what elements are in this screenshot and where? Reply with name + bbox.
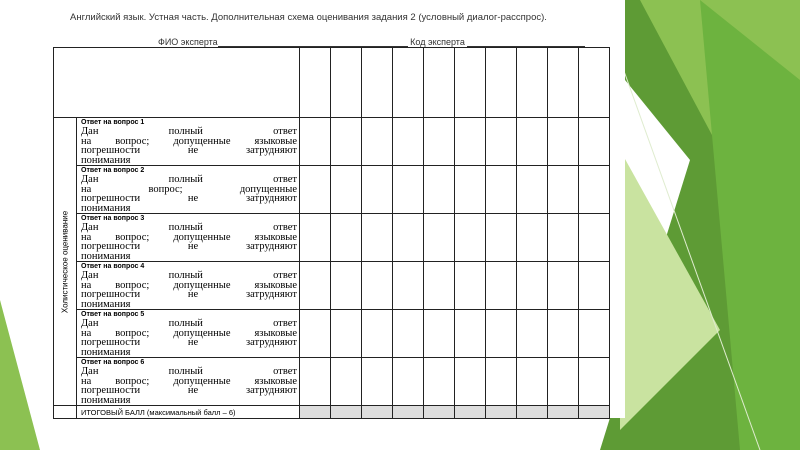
criterion-text: понимания xyxy=(81,202,131,214)
criterion-text: погрешности не затрудняют xyxy=(81,385,297,396)
score-cell[interactable] xyxy=(300,48,331,118)
score-cell[interactable] xyxy=(486,406,517,419)
criterion-cell xyxy=(77,166,300,214)
criterion-text: понимания xyxy=(81,154,131,166)
criterion-text: погрешности не затрудняют xyxy=(81,241,297,252)
score-cell[interactable] xyxy=(393,310,424,358)
score-cell[interactable] xyxy=(300,262,331,310)
question-label: Ответ на вопрос 6 xyxy=(81,359,145,366)
score-cell[interactable] xyxy=(579,214,610,262)
score-cell[interactable] xyxy=(424,406,455,419)
score-cell[interactable] xyxy=(424,310,455,358)
header-cell xyxy=(54,48,300,118)
score-cell[interactable] xyxy=(548,48,579,118)
score-cell[interactable] xyxy=(548,262,579,310)
question-label: Ответ на вопрос 3 xyxy=(81,215,145,222)
score-cell[interactable] xyxy=(486,118,517,166)
criterion-cell xyxy=(77,118,300,166)
expert-code-label: Код эксперта xyxy=(410,37,465,47)
criterion-cell xyxy=(77,214,300,262)
score-cell[interactable] xyxy=(517,358,548,406)
score-cell[interactable] xyxy=(393,358,424,406)
question-label: Ответ на вопрос 5 xyxy=(81,311,145,318)
score-cell[interactable] xyxy=(486,48,517,118)
scoring-table xyxy=(53,47,610,419)
score-cell[interactable] xyxy=(548,214,579,262)
criterion-text: понимания xyxy=(81,346,131,358)
table-row xyxy=(54,166,610,214)
score-cell[interactable] xyxy=(517,310,548,358)
score-cell[interactable] xyxy=(331,48,362,118)
criterion-text: на вопрос; допущенные языковые xyxy=(81,327,297,339)
green-shape xyxy=(0,300,40,450)
question-label: Ответ на вопрос 4 xyxy=(81,263,145,270)
criterion-text: Дан полный ответ xyxy=(81,126,297,137)
score-cell[interactable] xyxy=(455,262,486,310)
score-cell[interactable] xyxy=(455,310,486,358)
score-cell[interactable] xyxy=(424,214,455,262)
table-row xyxy=(54,214,610,262)
score-cell[interactable] xyxy=(548,406,579,419)
score-cell[interactable] xyxy=(517,214,548,262)
criterion-text: Дан полный ответ xyxy=(81,270,297,281)
table-row xyxy=(54,118,610,166)
score-cell[interactable] xyxy=(517,406,548,419)
score-cell[interactable] xyxy=(331,262,362,310)
score-cell[interactable] xyxy=(486,358,517,406)
score-cell[interactable] xyxy=(331,214,362,262)
question-label: Ответ на вопрос 1 xyxy=(81,119,145,126)
criterion-text: на вопрос; допущенные языковые xyxy=(81,375,297,387)
score-cell[interactable] xyxy=(455,406,486,419)
score-cell[interactable] xyxy=(455,48,486,118)
expert-name-label: ФИО эксперта xyxy=(158,37,218,47)
score-cell[interactable] xyxy=(362,166,393,214)
score-cell[interactable] xyxy=(486,310,517,358)
score-cell[interactable] xyxy=(517,48,548,118)
document-page xyxy=(50,0,625,418)
score-cell[interactable] xyxy=(548,310,579,358)
criterion-text: погрешности не затрудняют xyxy=(81,337,297,348)
score-cell[interactable] xyxy=(362,262,393,310)
score-cell[interactable] xyxy=(424,166,455,214)
expert-fields xyxy=(158,37,585,47)
score-cell[interactable] xyxy=(331,406,362,419)
score-cell[interactable] xyxy=(579,406,610,419)
criterion-cell xyxy=(77,262,300,310)
score-cell[interactable] xyxy=(300,214,331,262)
score-cell[interactable] xyxy=(393,48,424,118)
score-cell[interactable] xyxy=(548,166,579,214)
score-cell[interactable] xyxy=(300,310,331,358)
criterion-cell xyxy=(77,310,300,358)
score-cell[interactable] xyxy=(331,310,362,358)
score-cell[interactable] xyxy=(362,48,393,118)
score-cell[interactable] xyxy=(517,118,548,166)
total-label: ИТОГОВЫЙ БАЛЛ (максимальный балл – 6) xyxy=(77,406,300,419)
score-cell[interactable] xyxy=(486,262,517,310)
score-cell[interactable] xyxy=(455,214,486,262)
table-row xyxy=(54,262,610,310)
table-row xyxy=(54,358,610,406)
criterion-cell xyxy=(77,358,300,406)
score-cell[interactable] xyxy=(424,262,455,310)
criterion-text: понимания xyxy=(81,298,131,310)
score-cell[interactable] xyxy=(300,118,331,166)
criterion-text: на вопрос; допущенные языковые xyxy=(81,279,297,291)
score-cell[interactable] xyxy=(331,358,362,406)
question-label: Ответ на вопрос 2 xyxy=(81,167,145,174)
score-cell[interactable] xyxy=(393,406,424,419)
score-cell[interactable] xyxy=(424,358,455,406)
side-label-cell xyxy=(54,118,77,406)
score-cell[interactable] xyxy=(362,214,393,262)
score-cell[interactable] xyxy=(300,406,331,419)
score-cell[interactable] xyxy=(455,166,486,214)
score-cell[interactable] xyxy=(331,118,362,166)
score-cell[interactable] xyxy=(300,166,331,214)
criterion-text: Дан полный ответ xyxy=(81,174,297,185)
score-cell[interactable] xyxy=(486,214,517,262)
score-cell[interactable] xyxy=(579,166,610,214)
criterion-text: погрешности не затрудняют xyxy=(81,145,297,156)
score-cell[interactable] xyxy=(517,166,548,214)
criterion-text: понимания xyxy=(81,394,131,406)
criterion-text: Дан полный ответ xyxy=(81,318,297,329)
score-cell[interactable] xyxy=(393,118,424,166)
score-cell[interactable] xyxy=(393,262,424,310)
score-cell[interactable] xyxy=(548,358,579,406)
score-cell[interactable] xyxy=(579,310,610,358)
score-cell[interactable] xyxy=(362,310,393,358)
score-cell[interactable] xyxy=(424,118,455,166)
score-cell[interactable] xyxy=(517,262,548,310)
score-cell[interactable] xyxy=(393,166,424,214)
criterion-text: на вопрос; допущенные языковые xyxy=(81,231,297,243)
criterion-text: на вопрос; допущенные языковые xyxy=(81,135,297,147)
criterion-text: понимания xyxy=(81,250,131,262)
document-title: Английский язык. Устная часть. Дополнительная схема оценивания задания 2 (условный диалог-расспрос). xyxy=(70,12,547,23)
criterion-text: погрешности не затрудняют xyxy=(81,289,297,300)
score-cell[interactable] xyxy=(548,118,579,166)
score-cell[interactable] xyxy=(362,358,393,406)
score-cell[interactable] xyxy=(331,166,362,214)
criterion-text: на вопрос; допущенные xyxy=(81,183,297,195)
score-cell[interactable] xyxy=(455,118,486,166)
score-cell[interactable] xyxy=(579,358,610,406)
score-cell[interactable] xyxy=(393,214,424,262)
criterion-text: погрешности не затрудняют xyxy=(81,193,297,204)
score-cell[interactable] xyxy=(579,262,610,310)
score-cell[interactable] xyxy=(455,358,486,406)
score-cell[interactable] xyxy=(362,406,393,419)
score-cell[interactable] xyxy=(579,48,610,118)
side-label: Холистическое оценивание xyxy=(60,210,70,313)
score-cell[interactable] xyxy=(362,118,393,166)
score-cell[interactable] xyxy=(579,118,610,166)
score-cell[interactable] xyxy=(300,358,331,406)
table-row xyxy=(54,310,610,358)
total-row xyxy=(54,406,610,419)
score-cell[interactable] xyxy=(424,48,455,118)
criterion-text: Дан полный ответ xyxy=(81,366,297,377)
criterion-text: Дан полный ответ xyxy=(81,222,297,233)
score-cell[interactable] xyxy=(486,166,517,214)
